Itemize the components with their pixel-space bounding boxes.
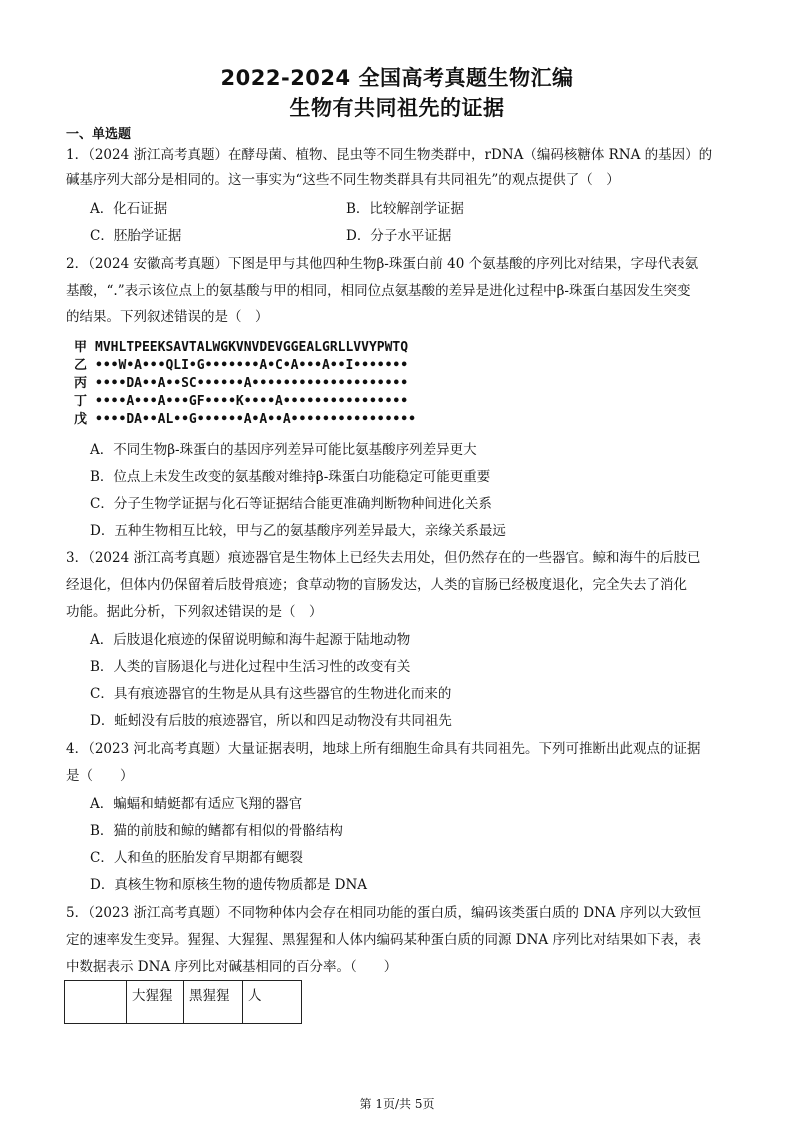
question-1-text: 碱基序列大部分是相同的。这一事实为“这些不同生物类群具有共同祖先”的观点提供了（ ） [66,172,620,188]
page-number: 第 1页/共 5页 [359,1097,435,1111]
option-b: B．比较解剖学证据 [346,201,464,217]
table-header-cell: 大猩猩 [127,981,184,1024]
question-2-text: 的结果。下列叙述错误的是（ ） [66,309,269,325]
table-header-cell: 人 [243,981,302,1024]
option-c: C．人和鱼的胚胎发育早期都有鳃裂 [90,850,303,866]
question-5-text: 中数据表示 DNA 序列比对碱基相同的百分率。（ ） [66,959,398,975]
section-heading: 一、单选题 [66,127,132,142]
option-d: D．五种生物相互比较，甲与乙的氨基酸序列差异最大，亲缘关系最远 [90,523,506,539]
question-2-text: 基酸，“.”表示该位点上的氨基酸与甲的相同，相同位点氨基酸的差异是进化过程中β-珠蛋白基因发生突变 [66,283,691,299]
option-d: D．分子水平证据 [346,228,452,244]
option-a: A．不同生物β-珠蛋白的基因序列差异可能比氨基酸序列差异更大 [90,442,477,458]
sequence-label: 甲 [74,340,88,355]
option-b: B．猫的前肢和鲸的鳍都有相似的骨骼结构 [90,823,343,839]
option-b: B．人类的盲肠退化与进化过程中生活习性的改变有关 [90,659,411,675]
dna-comparison-table [64,980,302,1024]
sequence-text: ••••DA••A••SC••••••A•••••••••••••••••••• [95,376,409,391]
sequence-row [74,390,408,409]
sequence-row [74,408,416,427]
option-c: C．分子生物学证据与化石等证据结合能更准确判断物种间进化关系 [90,496,492,512]
question-1-text: 1．（2024 浙江高考真题）在酵母菌、植物、昆虫等不同生物类群中，rDNA（编码核糖体 RNA 的基因）的 [66,147,713,163]
question-5-text: 5．（2023 浙江高考真题）不同物种体内会存在相同功能的蛋白质，编码该类蛋白质的 DNA 序列以大致恒 [66,905,701,921]
sequence-text: •••W•A•••QLI•G•••••••A•C•A•••A••I••••••• [95,358,409,373]
table-header-cell [65,981,127,1024]
question-3-text: 功能。据此分析，下列叙述错误的是（ ） [66,604,323,620]
question-3-text: 3．（2024 浙江高考真题）痕迹器官是生物体上已经失去用处，但仍然存在的一些器官。鲸和海牛的后肢已 [66,550,701,566]
page-subtitle: 生物有共同祖先的证据 [289,96,505,120]
sequence-label: 丙 [74,376,88,391]
question-5-text: 定的速率发生变异。猩猩、大猩猩、黑猩猩和人体内编码某种蛋白质的同源 DNA 序列比对结果如下表，表 [66,932,701,948]
question-3-text: 经退化，但体内仍保留着后肢骨痕迹；食草动物的盲肠发达，人类的盲肠已经极度退化，完全失去了消化 [66,577,687,593]
sequence-label: 丁 [74,394,88,409]
option-d: D．真核生物和原核生物的遗传物质都是 DNA [90,877,367,893]
sequence-row [74,336,408,355]
sequence-text: ••••A•••A•••GF••••K••••A•••••••••••••••• [95,394,409,409]
option-c: C．胚胎学证据 [90,228,182,244]
option-a: A．后肢退化痕迹的保留说明鲸和海牛起源于陆地动物 [90,632,411,648]
question-4-text: 4．（2023 河北高考真题）大量证据表明，地球上所有细胞生命具有共同祖先。下列可推断出此观点的证据 [66,741,701,757]
option-a: A．蝙蝠和蜻蜓都有适应飞翔的器官 [90,796,303,812]
option-c: C．具有痕迹器官的生物是从具有这些器官的生物进化而来的 [90,686,452,702]
option-a: A．化石证据 [90,201,168,217]
sequence-row [74,372,408,391]
sequence-text: ••••DA••AL••G••••••A•A••A•••••••••••••••• [95,412,416,427]
option-d: D．蚯蚓没有后肢的痕迹器官，所以和四足动物没有共同祖先 [90,713,452,729]
page-title: 2022-2024 全国高考真题生物汇编 [220,66,574,90]
table-header-row [65,981,302,1024]
question-4-text: 是（ ） [66,768,134,784]
table-header-cell: 黑猩猩 [184,981,243,1024]
sequence-label: 乙 [74,358,88,373]
sequence-text: MVHLTPEEKSAVTALWGKVNVDEVGGEALGRLLVVYPWTQ [95,340,409,355]
sequence-row [74,354,408,373]
sequence-label: 戊 [74,412,88,427]
option-b: B．位点上未发生改变的氨基酸对维持β-珠蛋白功能稳定可能更重要 [90,469,491,485]
question-2-text: 2．（2024 安徽高考真题）下图是甲与其他四种生物β-珠蛋白前 40 个氨基酸的序列比对结果，字母代表氨 [66,256,699,272]
